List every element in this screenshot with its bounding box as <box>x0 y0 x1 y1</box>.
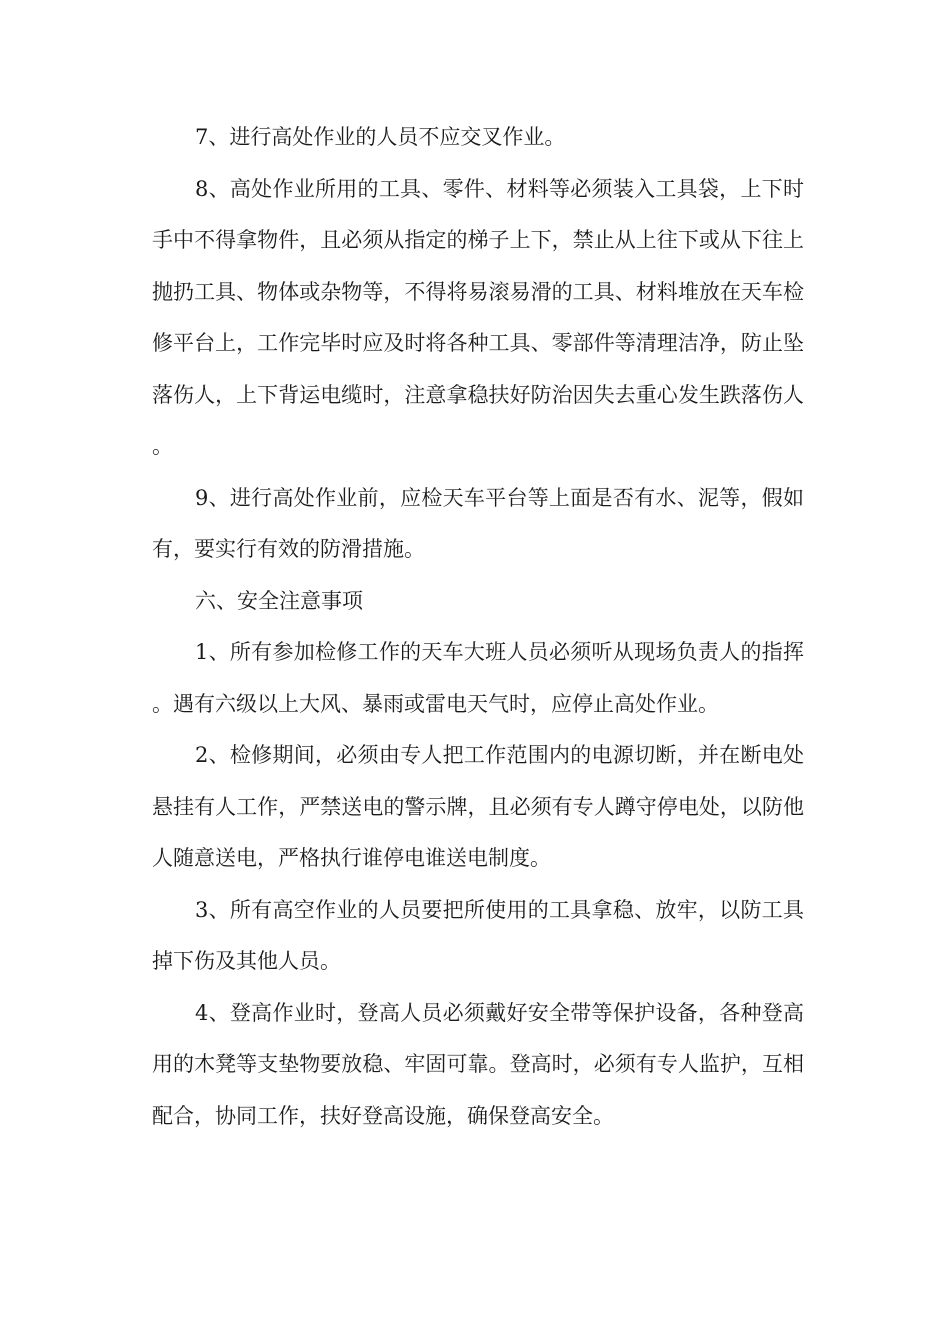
paragraph-item-9: 9、进行高处作业前，应检天车平台等上面是否有水、泥等，假如有，要实行有效的防滑措施。 <box>152 485 804 561</box>
paragraph-item-2: 2、检修期间，必须由专人把工作范围内的电源切断，并在断电处悬挂有人工作，严禁送电的警示牌，且必须有专人蹲守停电处，以防他人随意送电，严格执行谁停电谁送电制度。 <box>152 743 804 870</box>
paragraph-item-7: 7、进行高处作业的人员不应交叉作业。 <box>195 125 566 149</box>
paragraph-item-1: 1、所有参加检修工作的天车大班人员必须听从现场负责人的指挥。遇有六级以上大风、暴雨或雷电天气时，应停止高处作业。 <box>152 640 804 716</box>
paragraph-item-8: 8、高处作业所用的工具、零件、材料等必须装入工具袋，上下时手中不得拿物件，且必须从指定的梯子上下，禁止从上往下或从下往上抛扔工具、物体或杂物等，不得将易滚易滑的工具、材料堆放在天车检修平台上，工作完毕时应及时将各种工具、零部件等清理洁净，防止坠落伤人，上下背运电缆时，注意拿稳扶好防治因失去重心发生跌落伤人。 <box>152 176 804 458</box>
document-body <box>152 112 804 1142</box>
section-heading: 六、安全注意事项 <box>195 588 363 613</box>
paragraph-item-4: 4、登高作业时，登高人员必须戴好安全带等保护设备，各种登高用的木凳等支垫物要放稳、牢固可靠。登高时，必须有专人监护，互相配合，协同工作，扶好登高设施，确保登高安全。 <box>152 1000 804 1128</box>
paragraph-item-3: 3、所有高空作业的人员要把所使用的工具拿稳、放牢，以防工具掉下伤及其他人员。 <box>152 897 804 973</box>
